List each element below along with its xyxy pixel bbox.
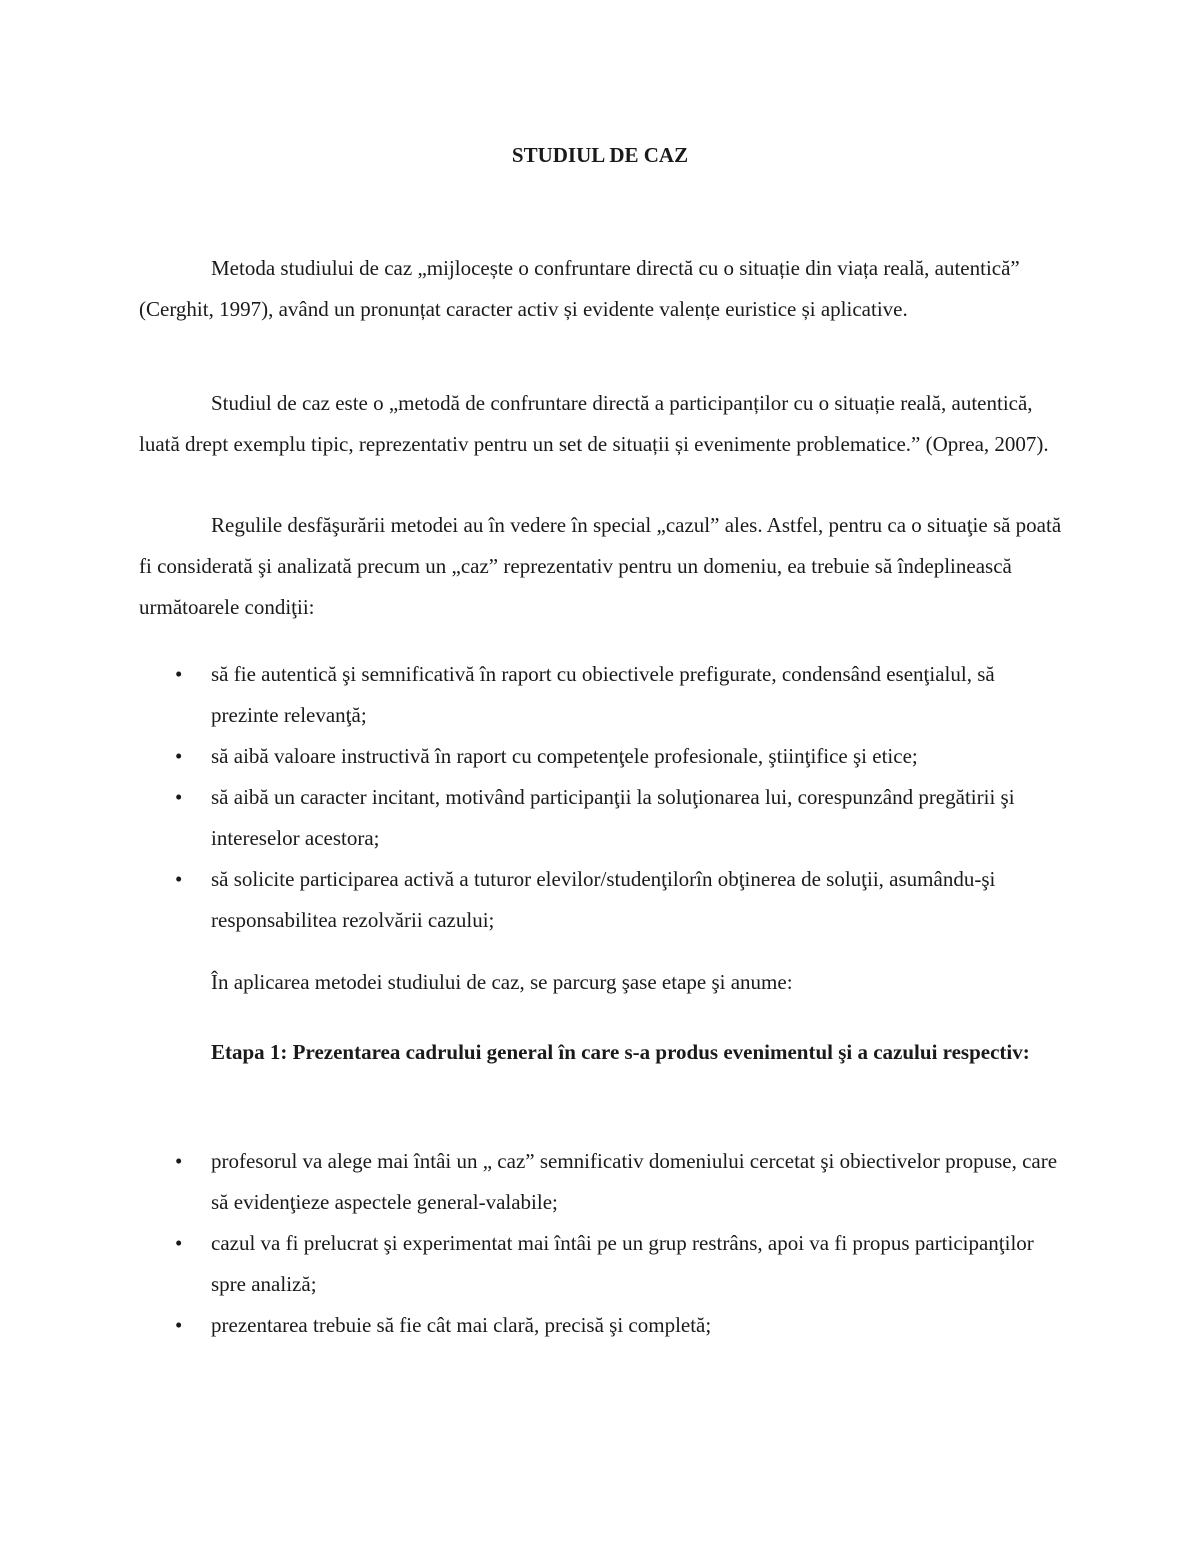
stage-1-list <box>0 1141 1200 1346</box>
list-item <box>0 1141 1200 1223</box>
list-item-text: să aibă valoare instructivă în raport cu competenţele profesionale, ştiinţifice şi etice; <box>211 744 918 768</box>
list-item <box>0 736 1200 777</box>
list-item-text: prezentarea trebuie să fie cât mai clară, precisă şi completă; <box>211 1313 712 1337</box>
list-item <box>0 1223 1200 1305</box>
bullet-icon: • <box>175 662 183 686</box>
bullet-icon: • <box>175 867 183 891</box>
bullet-icon: • <box>175 785 183 809</box>
list-item-text: să solicite participarea activă a tuturor elevilor/studenţilorîn obţinerea de soluţii, asumându-şi responsabilitea rezolvării cazului; <box>211 867 996 932</box>
bullet-icon: • <box>175 1149 183 1173</box>
bullet-icon: • <box>175 1313 183 1337</box>
page-title: STUDIUL DE CAZ <box>511 143 689 167</box>
paragraph-definition: Studiul de caz este o „metodă de confruntare directă a participanților cu o situație reală, autentică, luată drept exemplu tipic, reprezentativ pentru un set de situații și evenimente problematice.” (Oprea, 2007). <box>139 391 1049 456</box>
list-item <box>0 777 1200 859</box>
list-item-text: să fie autentică şi semnificativă în raport cu obiectivele prefigurate, condensând esenţialul, să prezinte relevanţă; <box>211 662 995 727</box>
bullet-icon: • <box>175 1231 183 1255</box>
paragraph-rules: Regulile desfăşurării metodei au în vedere în special „cazul” ales. Astfel, pentru ca o situaţie să poată fi considerată şi analizată precum un „caz” reprezentativ pentru un domeniu, ea trebuie să îndeplinească următoarele condiţii: <box>139 513 1062 619</box>
paragraph-intro: Metoda studiului de caz „mijlocește o confruntare directă cu o situație din viața reală, autentică” (Cerghit, 1997), având un pronunțat caracter activ și evidente valențe euristice și aplicative. <box>139 256 1020 321</box>
list-item-text: să aibă un caracter incitant, motivând participanţii la soluţionarea lui, corespunzând pregătirii şi intereselor acestora; <box>211 785 1015 850</box>
conditions-list <box>0 654 1200 941</box>
list-item <box>0 859 1200 941</box>
stage-1-heading: Etapa 1: Prezentarea cadrului general în care s-a produs evenimentul şi a cazului respectiv: <box>211 1040 1030 1064</box>
list-item-text: profesorul va alege mai întâi un „ caz” semnificativ domeniului cercetat şi obiectivelor propuse, care să evidenţieze aspectele general-valabile; <box>211 1149 1058 1214</box>
list-item <box>0 1305 1200 1346</box>
bullet-icon: • <box>175 744 183 768</box>
stages-intro: În aplicarea metodei studiului de caz, se parcurg şase etape şi anume: <box>211 970 793 994</box>
list-item-text: cazul va fi prelucrat şi experimentat mai întâi pe un grup restrâns, apoi va fi propus participanţilor spre analiză; <box>211 1231 1034 1296</box>
list-item <box>0 654 1200 736</box>
